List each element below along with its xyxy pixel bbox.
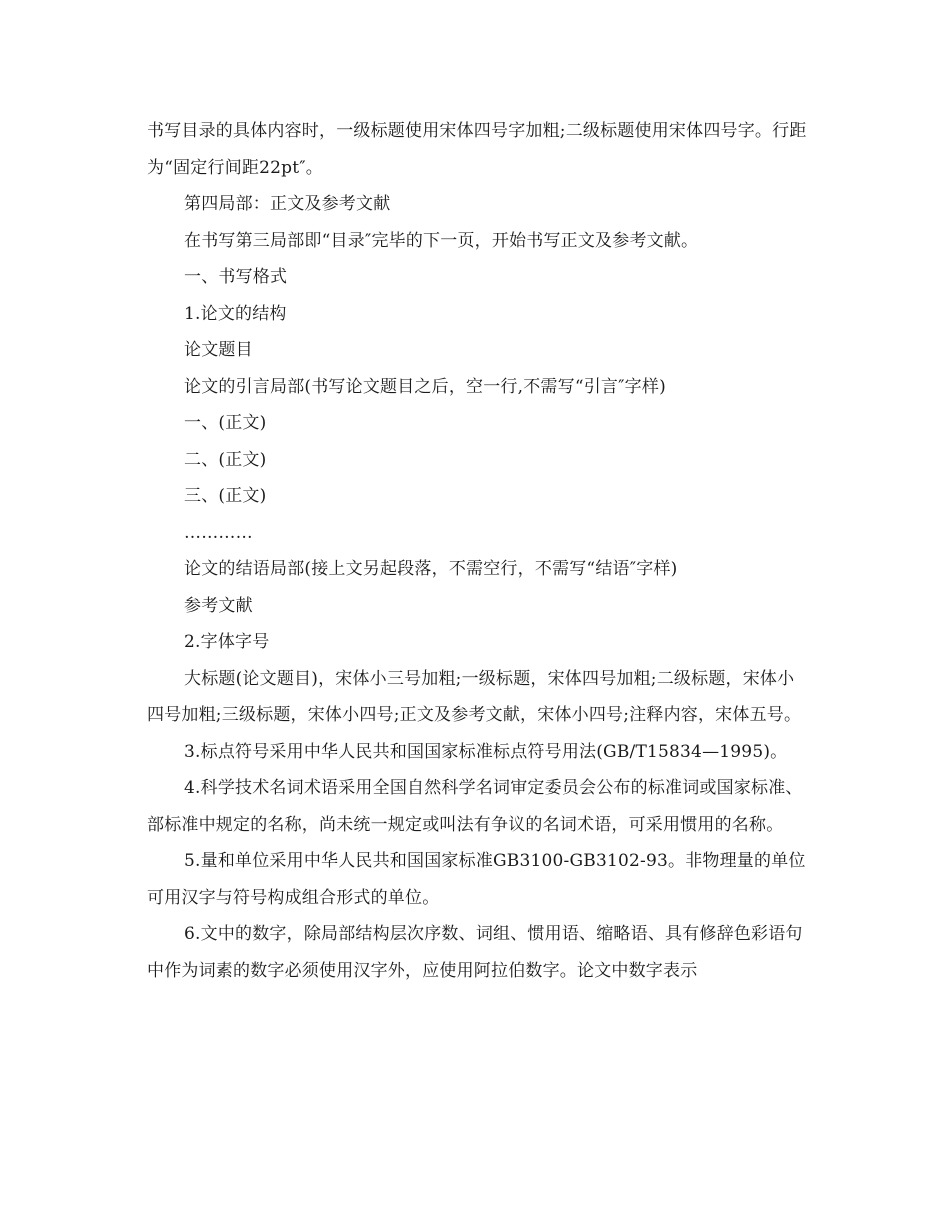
paragraph-body-three: 三、(正文)	[184, 486, 267, 506]
paragraph-references: 参考文献	[184, 595, 253, 616]
paragraph-conclusion-part: 论文的结语局部(接上文另起段落，不需空行，不需写“结语″字样)	[184, 559, 678, 579]
paragraph-writing-format-heading: 一、书写格式	[184, 267, 288, 287]
paragraph-units-rules: 5.量和单位采用中华人民共和国国家标准GB3100-GB3102-93。非物理量的单位可用汉字与符号构成组合形式的单位。	[147, 851, 806, 908]
paragraph-thesis-title: 论文题目	[184, 340, 253, 360]
paragraph-body-two: 二、(正文)	[184, 449, 267, 470]
paragraph-introduction-part: 论文的引言局部(书写论文题目之后，空一行,不需写“引言″字样)	[184, 376, 666, 397]
paragraph-punctuation-rules: 3.标点符号采用中华人民共和国国家标准标点符号用法(GB/T15834—1995)。	[184, 741, 788, 762]
paragraph-toc-format: 书写目录的具体内容时，一级标题使用宋体四号字加粗;二级标题使用宋体四号字。行距为“固定行间距22pt″。	[147, 121, 807, 178]
paragraph-part-four-intro: 在书写第三局部即“目录″完毕的下一页，开始书写正文及参考文献。	[184, 230, 699, 251]
paragraph-structure-heading: 1.论文的结构	[184, 303, 287, 324]
paragraph-part-four-heading: 第四局部：正文及参考文献	[184, 194, 391, 214]
paragraph-font-size-rules: 大标题(论文题目)，宋体小三号加粗;一级标题，宋体四号加粗;二级标题，宋体小四号加粗;三级标题，宋体小四号;正文及参考文献，宋体小四号;注释内容，宋体五号。	[147, 668, 802, 725]
paragraph-numbers-rules: 6.文中的数字，除局部结构层次序数、词组、惯用语、缩略语、具有修辞色彩语句中作为词素的数字必须使用汉字外，应使用阿拉伯数字。论文中数字表示	[147, 924, 803, 981]
document-body	[147, 113, 807, 989]
paragraph-body-one: 一、(正文)	[184, 413, 267, 433]
paragraph-font-size-heading: 2.字体字号	[184, 632, 270, 652]
paragraph-ellipsis: …………	[184, 522, 253, 543]
paragraph-terminology-rules: 4.科学技术名词术语采用全国自然科学名词审定委员会公布的标准词或国家标准、部标准中规定的名称，尚未统一规定或叫法有争议的名词术语，可采用惯用的名称。	[147, 778, 803, 835]
